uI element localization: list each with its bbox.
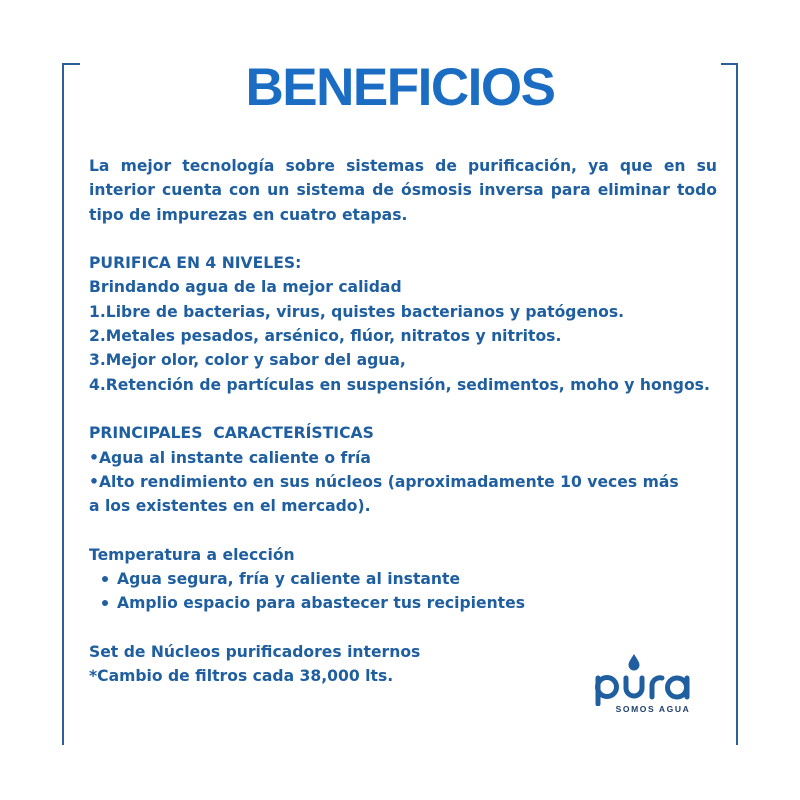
spacer <box>89 616 717 640</box>
pura-logo <box>590 642 700 722</box>
purifica-item: 2.Metales pesados, arsénico, flúor, nitratos y nitritos. <box>89 327 562 346</box>
spacer <box>89 518 717 542</box>
caracteristicas-item: •Alto rendimiento en sus núcleos (aproximadamente 10 veces más <box>89 472 679 491</box>
temperatura-item: Amplio espacio para abastecer tus recipientes <box>89 591 717 615</box>
nucleos-heading: Set de Núcleos purificadores internos <box>89 642 421 661</box>
intro-paragraph: La mejor tecnología sobre sistemas de purificación, ya que en su interior cuenta con un sistema de ósmosis inversa para eliminar todo tipo de impurezas en cuatro etapas. <box>89 157 717 224</box>
logo-tagline: SOMOS AGUA <box>615 704 691 714</box>
temperatura-list <box>89 567 717 616</box>
purifica-subheading: Brindando agua de la mejor calidad <box>89 278 402 297</box>
caracteristicas-item: •Agua al instante caliente o fría <box>89 448 371 467</box>
purifica-item: 1.Libre de bacterias, virus, quistes bacterianos y patógenos. <box>89 302 625 321</box>
pura-wordmark-logo <box>590 652 700 706</box>
spacer <box>89 227 717 251</box>
benefits-content <box>89 154 717 689</box>
spacer <box>89 397 717 421</box>
temperatura-heading: Temperatura a elección <box>89 545 295 564</box>
temperatura-item: Agua segura, fría y caliente al instante <box>89 567 717 591</box>
purifica-item: 4.Retención de partículas en suspensión, sedimentos, moho y hongos. <box>89 375 710 394</box>
water-drop-icon <box>629 654 640 671</box>
purifica-heading: PURIFICA EN 4 NIVELES: <box>89 254 302 273</box>
frame-right-edge <box>736 63 738 745</box>
frame-left-edge <box>62 63 64 745</box>
caracteristicas-heading: PRINCIPALES CARACTERÍSTICAS <box>89 424 374 443</box>
page-title: BENEFICIOS <box>245 58 555 117</box>
purifica-item: 3.Mejor olor, color y sabor del agua, <box>89 351 406 370</box>
caracteristicas-item: a los existentes en el mercado). <box>89 497 371 516</box>
nucleos-note: *Cambio de filtros cada 38,000 lts. <box>89 667 394 686</box>
